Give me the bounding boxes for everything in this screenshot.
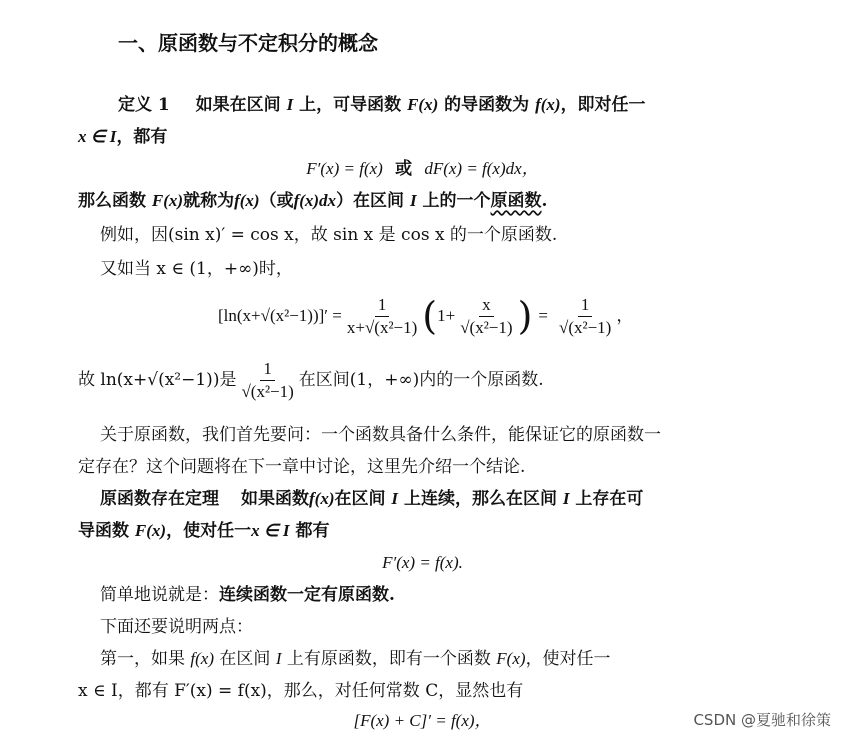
equation-2 bbox=[218, 290, 633, 342]
example-1: 例如，因(sin x)′ = cos x，故 sin x 是 cos x 的一个原函数. bbox=[100, 225, 558, 245]
text: 上的一个 bbox=[416, 191, 491, 211]
eq2-equals: = bbox=[538, 306, 548, 325]
fraction-numerator: x bbox=[479, 294, 494, 317]
text: 上连续，那么在区间 bbox=[398, 489, 563, 509]
text: 导函数 bbox=[78, 521, 135, 541]
F-of-x: F(x) bbox=[134, 521, 167, 540]
first-point-line-1 bbox=[100, 648, 611, 670]
f-of-x: f(x) bbox=[309, 489, 335, 508]
fraction bbox=[344, 294, 420, 339]
eq3-b: 在区间(1，+∞)内的一个原函数. bbox=[298, 370, 544, 390]
eq1-part1: F′(x) = f(x) bbox=[306, 159, 383, 178]
summary bbox=[100, 584, 395, 606]
text: 如果函数 bbox=[241, 489, 309, 509]
right-paren: ) bbox=[517, 294, 533, 338]
equation-1 bbox=[0, 158, 845, 180]
two-points: 下面还要说明两点： bbox=[100, 617, 253, 637]
eq2-tail: ， bbox=[616, 306, 634, 325]
paragraph-line-1: 关于原函数，我们首先要问：一个函数具备什么条件，能保证它的原函数一 bbox=[100, 425, 661, 445]
x-in-I: x ∈ I bbox=[251, 521, 290, 540]
equation-4: F′(x) = f(x). bbox=[382, 553, 463, 572]
fraction-numerator: 1 bbox=[260, 358, 275, 381]
definition-conclusion bbox=[78, 190, 547, 212]
paragraph-line-2: 定存在？这个问题将在下一章中讨论，这里先介绍一个结论. bbox=[78, 457, 526, 477]
interval-I: I bbox=[286, 95, 294, 114]
text: ）在区间 bbox=[336, 191, 410, 211]
f-x-dx: f(x)dx bbox=[293, 191, 337, 210]
text: 在区间 bbox=[214, 649, 276, 669]
theorem-line-2 bbox=[78, 520, 329, 542]
text: 都有 bbox=[289, 521, 330, 541]
eq2-lhs: [ln(x+√(x²−1))]′ = bbox=[218, 306, 342, 325]
equation-3 bbox=[78, 354, 544, 406]
definition-label: 定义 1 bbox=[118, 95, 170, 115]
F-of-x: F(x) bbox=[407, 95, 439, 114]
text: ，使对任一 bbox=[525, 649, 611, 669]
text: 在区间 bbox=[334, 489, 392, 509]
def-text: ，即对任一 bbox=[560, 95, 646, 115]
fraction-numerator: 1 bbox=[375, 294, 390, 317]
text: （或 bbox=[259, 191, 294, 211]
watermark: CSDN @夏驰和徐策 bbox=[693, 711, 831, 729]
text: . bbox=[541, 191, 548, 211]
fraction bbox=[457, 294, 515, 339]
fraction-denominator: √(x²−1) bbox=[558, 317, 612, 337]
interval-I: I bbox=[391, 489, 399, 508]
fraction-denominator: x+√(x²−1) bbox=[346, 317, 418, 337]
term-antiderivative: 原函数 bbox=[490, 191, 542, 211]
text: 上有原函数，即有一个函数 bbox=[281, 649, 497, 669]
eq2-inner-one: 1+ bbox=[437, 306, 456, 325]
f-of-x: f(x) bbox=[190, 649, 214, 668]
f-of-x: f(x) bbox=[535, 95, 561, 114]
fraction-denominator: √(x²−1) bbox=[460, 317, 513, 337]
text: ，使对任一 bbox=[166, 521, 252, 541]
def-text: 上，可导函数 bbox=[293, 95, 408, 115]
eq1-part2: dF(x) = f(x)dx， bbox=[424, 159, 539, 178]
summary-bold: 连续函数一定有原函数. bbox=[219, 585, 395, 605]
text: 就称为 bbox=[183, 191, 235, 211]
definition-1-line-1 bbox=[118, 94, 646, 116]
text: 第一，如果 bbox=[100, 649, 191, 669]
def-text: 如果在区间 bbox=[195, 95, 287, 115]
text: 上存在可 bbox=[569, 489, 644, 509]
left-paren: ( bbox=[422, 294, 438, 338]
summary-lead: 简单地说就是： bbox=[100, 585, 219, 605]
theorem-label: 原函数存在定理 bbox=[100, 489, 219, 509]
definition-1-line-2 bbox=[78, 126, 167, 148]
def-text: ，都有 bbox=[116, 127, 168, 147]
def-text: 的导函数为 bbox=[438, 95, 536, 115]
theorem-line-1 bbox=[100, 488, 643, 510]
equation-5: [F(x) + C]′ = f(x)， bbox=[353, 711, 492, 730]
fraction-numerator: 1 bbox=[578, 294, 593, 317]
example-2: 又如当 x ∈ (1，+∞)时， bbox=[100, 259, 293, 279]
F-of-x: F(x) bbox=[496, 649, 526, 668]
interval-I: I bbox=[275, 649, 282, 668]
fraction bbox=[238, 358, 296, 403]
first-point-line-2: x ∈ I，都有 F′(x) = f(x)，那么，对任何常数 C，显然也有 bbox=[78, 681, 524, 701]
eq3-a: 故 ln(x+√(x²−1))是 bbox=[78, 370, 237, 390]
F-of-x: F(x) bbox=[151, 191, 184, 210]
f-of-x: f(x) bbox=[234, 191, 260, 210]
interval-I: I bbox=[409, 191, 417, 210]
interval-I: I bbox=[562, 489, 570, 508]
section-title: 一、原函数与不定积分的概念 bbox=[118, 31, 378, 55]
eq1-or: 或 bbox=[395, 159, 413, 179]
x-in-I: x ∈ I bbox=[78, 127, 117, 146]
text: 那么函数 bbox=[78, 191, 152, 211]
fraction-denominator: √(x²−1) bbox=[241, 381, 294, 401]
fraction bbox=[556, 294, 614, 339]
